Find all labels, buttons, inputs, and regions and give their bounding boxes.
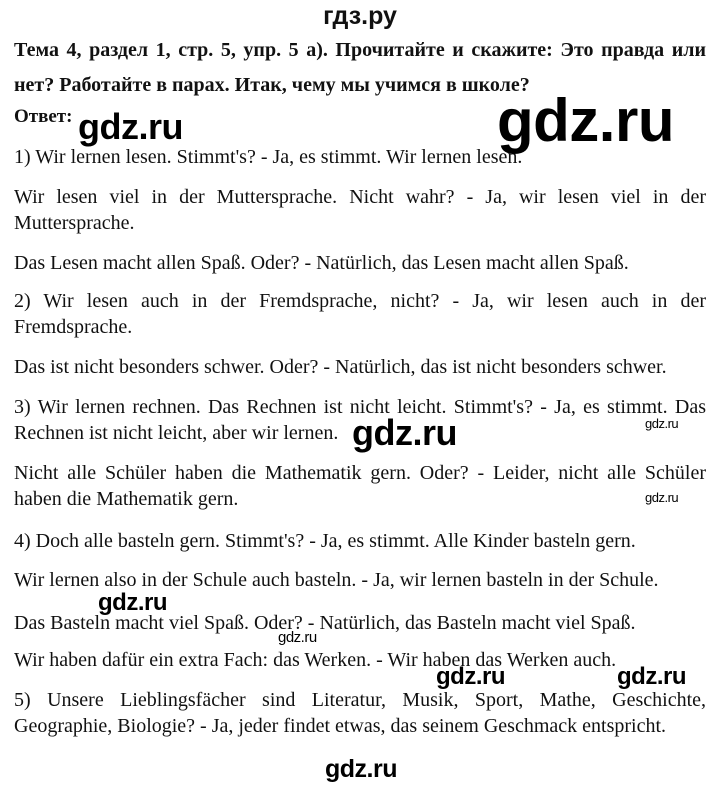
watermark: gdz.ru xyxy=(325,755,397,783)
watermark: gdz.ru xyxy=(352,412,457,453)
watermark: gdz.ru xyxy=(78,106,183,147)
answer-line: Wir lesen viel in der Muttersprache. Nicht wahr? - Ja, wir lesen viel in der Muttersprache. xyxy=(14,186,706,234)
watermark: gdz.ru xyxy=(497,87,674,154)
watermark: gdz.ru xyxy=(617,663,686,690)
answer-line: Wir haben dafür ein extra Fach: das Werken. - Wir haben das Werken auch. xyxy=(14,649,617,671)
task-heading: Тема 4, раздел 1, стр. 5, упр. 5 а). Прочитайте и скажите: Это правда или нет? Работайте в парах. Итак, чему мы учимся в школе? xyxy=(14,39,706,96)
watermark: gdz.ru xyxy=(436,663,505,690)
watermark: gdz.ru xyxy=(98,589,167,616)
answer-line: Nicht alle Schüler haben die Mathematik gern. Oder? - Leider, nicht alle Schüler haben die Mathematik gern. xyxy=(14,462,706,510)
answer-line: 5) Unsere Lieblingsfächer sind Literatur, Musik, Sport, Mathe, Geschichte, Geographie, Biologie? - Ja, jeder findet etwas, das seinem Geschmack entspricht. xyxy=(14,689,706,737)
watermark: gdz.ru xyxy=(645,490,679,505)
answer-line: Das ist nicht besonders schwer. Oder? - Natürlich, das ist nicht besonders schwer. xyxy=(14,356,667,378)
answer-line: 1) Wir lernen lesen. Stimmt's? - Ja, es stimmt. Wir lernen lesen. xyxy=(14,146,523,168)
answer-line: Das Basteln macht viel Spaß. Oder? - Natürlich, das Basteln macht viel Spaß. xyxy=(14,612,636,634)
watermark: gdz.ru xyxy=(645,416,679,431)
answer-line: Das Lesen macht allen Spaß. Oder? - Natürlich, das Lesen macht allen Spaß. xyxy=(14,252,629,274)
answer-line: 4) Doch alle basteln gern. Stimmt's? - Ja, es stimmt. Alle Kinder basteln gern. xyxy=(14,530,636,552)
answer-line: Wir lernen also in der Schule auch basteln. - Ja, wir lernen basteln in der Schule. xyxy=(14,569,659,591)
answer-label: Ответ: xyxy=(14,106,73,127)
answer-line: 2) Wir lesen auch in der Fremdsprache, nicht? - Ja, wir lesen auch in der Fremdsprache. xyxy=(14,290,706,338)
answer-line: 3) Wir lernen rechnen. Das Rechnen ist nicht leicht. Stimmt's? - Ja, es stimmt. Das Rechnen ist nicht leicht, aber wir lernen. xyxy=(14,396,706,444)
watermark: gdz.ru xyxy=(278,629,317,646)
site-header: гдз.ру xyxy=(323,2,397,30)
